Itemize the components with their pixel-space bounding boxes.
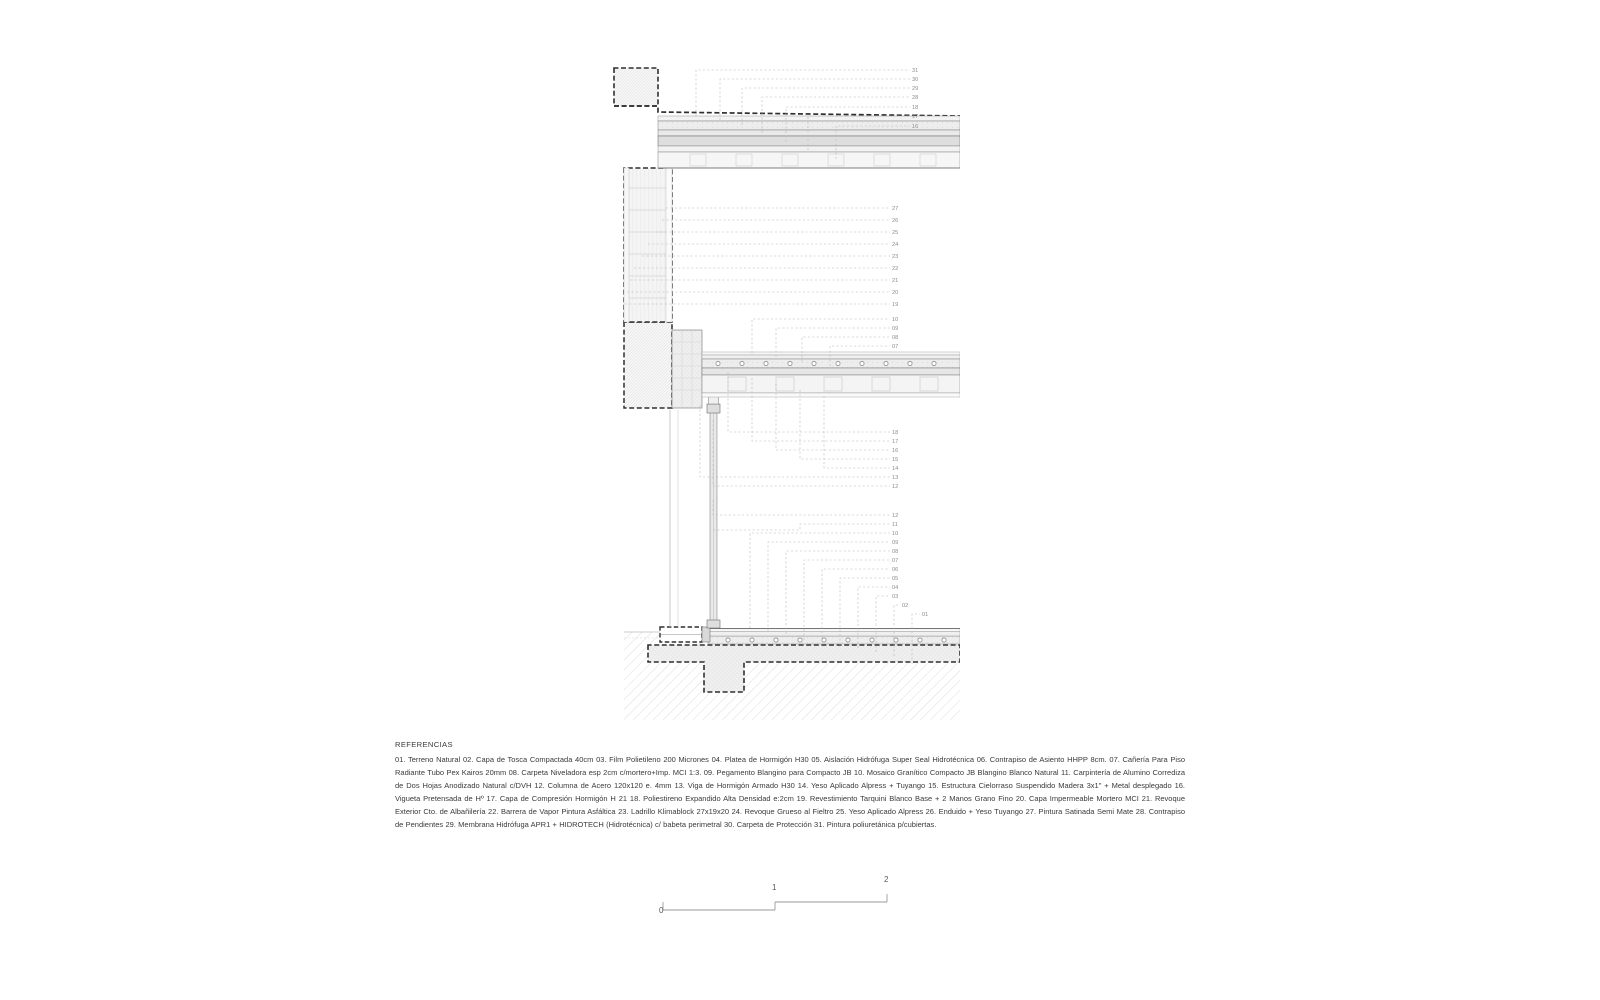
svg-text:19: 19 [892,302,899,308]
svg-text:03: 03 [892,594,899,600]
roof-parapet [614,68,960,168]
svg-text:13: 13 [892,475,899,481]
svg-text:25: 25 [892,230,899,236]
svg-text:05: 05 [892,576,899,582]
svg-text:30: 30 [912,77,919,83]
svg-text:08: 08 [892,549,899,555]
svg-text:10: 10 [892,531,899,537]
svg-text:12: 12 [892,484,899,490]
references-block [395,740,1185,832]
svg-text:26: 26 [892,218,899,224]
svg-text:09: 09 [892,540,899,546]
references-heading: REFERENCIAS [395,740,453,749]
svg-text:11: 11 [892,522,898,528]
svg-text:18: 18 [892,430,899,436]
svg-text:29: 29 [912,86,919,92]
svg-text:07: 07 [892,558,899,564]
svg-text:17: 17 [892,439,899,445]
scale-tick-2: 2 [884,875,889,884]
masonry-wall [624,168,672,322]
svg-text:20: 20 [892,290,899,296]
svg-text:22: 22 [892,266,899,272]
svg-text:06: 06 [892,567,899,573]
svg-text:24: 24 [892,242,899,248]
svg-text:07: 07 [892,344,899,350]
svg-text:23: 23 [892,254,899,260]
svg-text:10: 10 [892,317,899,323]
svg-text:12: 12 [892,513,899,519]
glazing-mullion [670,394,720,628]
svg-text:01: 01 [922,612,929,618]
scale-tick-0: 0 [659,906,664,915]
section-drawing [600,60,960,720]
svg-text:21: 21 [892,278,899,284]
svg-text:18: 18 [912,105,919,111]
svg-text:16: 16 [892,448,899,454]
scale-bar [655,872,895,922]
svg-text:17: 17 [912,114,919,120]
svg-text:16: 16 [912,124,919,130]
svg-text:14: 14 [892,466,899,472]
svg-text:02: 02 [902,603,909,609]
scale-tick-1: 1 [772,883,777,892]
svg-text:27: 27 [892,206,899,212]
svg-text:04: 04 [892,585,899,591]
svg-text:28: 28 [912,95,919,101]
svg-text:09: 09 [892,326,899,332]
references-text: 01. Terreno Natural 02. Capa de Tosca Compactada 40cm 03. Film Polietileno 200 Micrones 04. Platea de Hormigón H30 05. Aislación Hidrófuga Super Seal Hidrotécnica 06. Contrapiso de Asiento HHPP 8cm. 07. Cañería Para Piso Radiante Tubo Pex Kairos 20mm 08. Carpeta Niveladora esp 2cm c/mortero+Imp. MCI 1:3. 09. Pegamento Blangino para Compacto JB 10. Mosaico Granítico Compacto JB Blangino Blanco Natural 11. Carpintería de Alumino Corrediza de Dos Hojas Anodizado Natural c/DVH 12. Columna de Acero 120x120 e. 4mm 13. Viga de Hormigón Armado H30 14. Yeso Aplicado Alpress + Tuyango 15. Estructura Cielorraso Suspendido Madera 3x1" + Metal desplegado 16. Vigueta Pretensada de Hº 17. Capa de Compresión Hormigón H 21 18. Poliestireno Expandido Alta Densidad e:2cm 19. Revestimiento Tarquini Blanco Base + 2 Manos Grano Fino 20. Capa Impermeable Mortero MCI 21. Revoque Exterior Cto. de Albañilería 22. Barrera de Vapor Pintura Asfáltica 23. Ladrillo Klimablock 27x19x20 24. Revoque Grueso al Fieltro 25. Yeso Aplicado Alpress 26. Enduido + Yeso Tuyango 27. Pintura Satinada Semi Mate 28. Contrapiso de Pendientes 29. Membrana Hidrófuga APR1 + HIDROTECH (Hidrotécnica) c/ babeta perimetral 30. Carpeta de Protección 31. Pintura poliuretánica p/cubiertas. [395,755,1185,830]
svg-text:31: 31 [912,68,919,74]
svg-text:15: 15 [892,457,899,463]
intermediate-slab [624,322,960,408]
ground-floor-buildup [660,627,960,644]
svg-text:08: 08 [892,335,899,341]
